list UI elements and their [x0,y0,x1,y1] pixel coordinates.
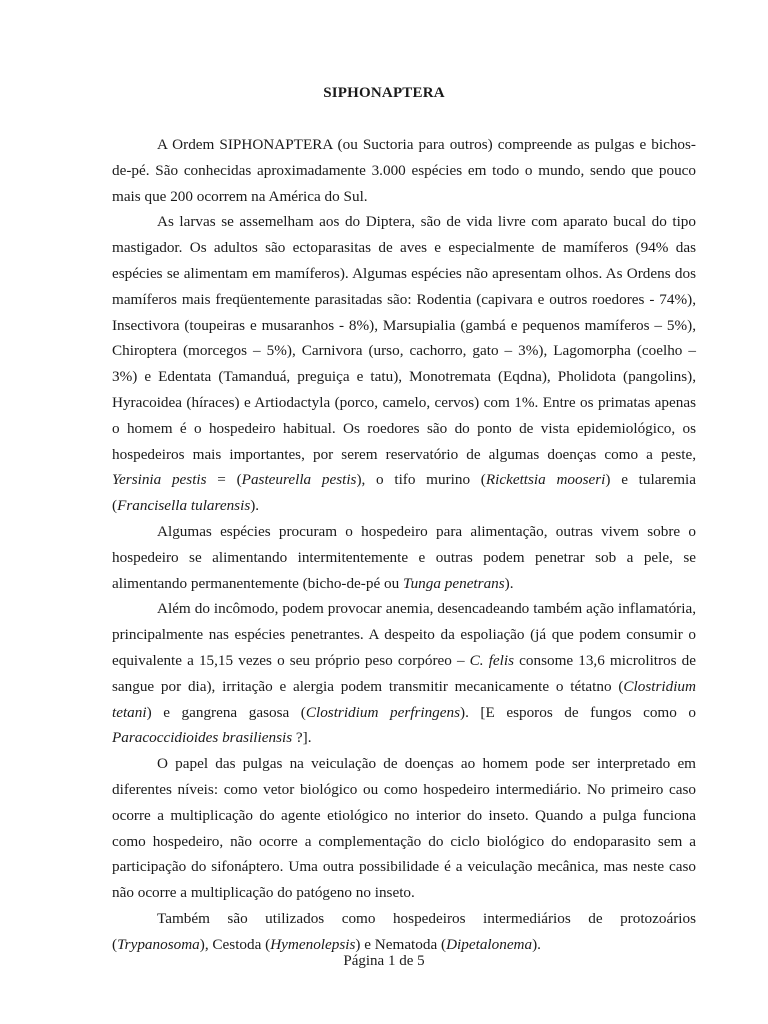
text-run: ). [E esporos de fungos como o [460,703,696,721]
text-run: O papel das pulgas na veiculação de doenças ao homem pode ser interpretado em diferentes níveis: como vetor biológico ou como hospedeiro intermediário. No primeiro caso ocorre a multiplicação do agente etiológico no interior do inseto. Quando a pulga funciona como hospedeiro, não ocorre a complementação do ciclo biológico do endoparasito sem a participação do sifonáptero. Uma outra possibilidade é a veiculação mecânica, mas neste caso não ocorre a multiplicação do patógeno no inseto. [112,755,696,902]
species-name: Pasteurella pestis [241,471,357,489]
text-run: Também são utilizados como hospedeiros intermediários de protozoários ( [112,909,696,953]
paragraph [112,906,696,958]
text-run: ?]. [292,729,312,747]
text-run: Algumas espécies procuram o hospedeiro para alimentação, outras vivem sobre o hospedeiro se alimentando intermitentemente e outras podem penetrar sob a pele, se alimentando permanentemente (bicho-de-pé ou [112,522,696,592]
text-run: ) e tularemia ( [112,471,697,515]
text-run: As larvas se assemelham aos do Diptera, são de vida livre com aparato bucal do tipo mastigador. Os adultos são ectoparasitas de aves e especialmente de mamíferos (94% das espécies se alimentam em mamíferos). Algumas espécies não apresentam olhos. As Ordens dos mamíferos mais freqüentemente parasitadas são: Rodentia (capivara e outros roedores - 74%), Insectivora (toupeiras e musaranhos - 8%), Marsupialia (gambá e pequenos mamíferos – 5%), Chiroptera (morcegos – 5%), Carnivora (urso, cachorro, gato – 3%), Lagomorpha (coelho – 3%) e Edentata (Tamanduá, preguiça e tatu), Monotremata (Eqdna), Pholidota (pangolins), Hyracoidea (híraces) e Artiodactyla (porco, camelo, cervos) com 1%. Entre os primatas apenas o homem é o hospedeiro habitual. Os roedores são do ponto de vista epidemiológico, os hospedeiros mais importantes, por serem reservatório de algumas doenças como a peste, [112,213,696,463]
paragraph [112,132,696,209]
page-footer: Página 1 de 5 [343,953,425,969]
species-name: Rickettsia mooseri [485,471,606,489]
page-title: SIPHONAPTERA [323,85,445,101]
species-name: C. felis [469,651,515,669]
species-name: Clostridium perfringens [305,703,461,721]
paragraph [112,209,696,519]
text-run: ) e gangrena gasosa ( [146,703,306,721]
species-name: Trypanosoma [117,935,200,953]
species-name: Paracoccidioides brasiliensis [112,729,293,747]
species-name: Yersinia pestis [112,471,207,489]
species-name: Hymenolepsis [270,935,356,953]
text-run: A Ordem SIPHONAPTERA (ou Suctoria para outros) compreende as pulgas e bichos-de-pé. São conhecidas aproximadamente 3.000 espécies em todo o mundo, sendo que pouco mais que 200 ocorrem na América do Sul. [112,136,696,205]
text-run: ), Cestoda ( [199,935,271,953]
paragraph [112,519,696,596]
text-run: ). [532,935,541,953]
text-run: Além do incômodo, podem provocar anemia, desencadeando também ação inflamatória, principalmente nas espécies penetrantes. A despeito da espoliação (já que podem consumir o equivalente a 15,15 vezes o seu próprio peso corpóreo – [112,600,696,669]
species-name: Clostridium tetani [112,677,696,721]
text-run: ). [504,574,514,592]
paragraph [112,751,696,906]
species-name: Tunga penetrans [402,574,505,592]
text-run: ), o tifo murino ( [356,471,486,489]
species-name: Dipetalonema [446,935,533,953]
paragraph [112,596,696,751]
species-name: Francisella tularensis [117,497,251,515]
text-run: ). [250,497,260,515]
text-run: consome 13,6 microlitros de sangue por dia), irritação e alergia podem transmitir mecanicamente o tétatno ( [112,651,697,695]
text-run: ) e Nematoda ( [355,935,447,953]
text-run: = ( [206,471,242,489]
body-text [112,132,696,958]
